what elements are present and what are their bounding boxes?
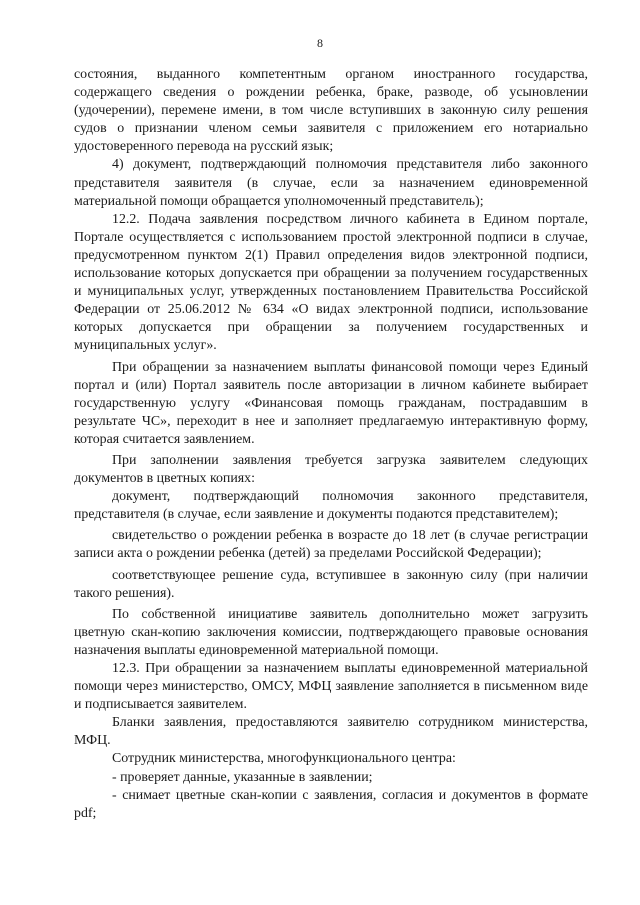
paragraph-duty-check-data: - проверяет данные, указанные в заявлении;	[112, 769, 373, 785]
paragraph-12-3: 12.3. При обращении за назначением выплаты единовременной материальной помощи через министерство, ОМСУ, МФЦ заявление заполняется в письменном виде и подписывается заявителем.	[74, 661, 588, 713]
paragraph-employee-duties: Сотрудник министерства, многофункционального центра:	[112, 751, 456, 767]
document-body	[74, 66, 588, 823]
paragraph-upload-representative: документ, подтверждающий полномочия законного представителя, представителя (в случае, если заявление и документы подаются представителем);	[74, 489, 588, 523]
paragraph-portal-application: При обращении за назначением выплаты финансовой помощи через Единый портал и (или) Портал заявитель после авторизации в личном кабинете выбирает государственную услугу «Финансовая помощь гражданам, пострадавшим в результате ЧС», переходит в нее и заполняет предлагаемую интерактивную форму, которая считается заявлением.	[74, 359, 588, 447]
paragraph-document-continuation: состояния, выданного компетентным органом иностранного государства, содержащего сведения о рождении ребенка, браке, разводе, об усыновлении (удочерении), перемене имени, в том числе вступивших в законную силу решения судов о признании членом семьи заявителя с приложением его нотариально удостоверенного перевода на русский язык;	[74, 67, 588, 155]
paragraph-item-4: 4) документ, подтверждающий полномочия представителя либо законного представителя заявителя (в случае, если за назначением единовременной материальной помощи обращается уполномоченный представитель);	[74, 157, 588, 209]
paragraph-12-2: 12.2. Подача заявления посредством личного кабинета в Едином портале, Портале осуществляется с использованием простой электронной подписи в случае, предусмотренном пунктом 2(1) Правил определения видов электронной подписи, использование которых допускается при обращении за получением государственных и муниципальных услуг, утвержденных постановлением Правительства Российской Федерации от 25.06.2012 № 634 «О видах электронной подписи, использование которых допускается при обращении за получением государственных и муниципальных услуг».	[74, 211, 588, 354]
paragraph-duty-scan-copies: - снимает цветные скан-копии с заявления, согласия и документов в формате pdf;	[74, 787, 588, 821]
paragraph-own-initiative: По собственной инициативе заявитель дополнительно может загрузить цветную скан-копию заключения комиссии, подтверждающего правовые основания назначения выплаты единовременной материальной помощи.	[74, 606, 588, 658]
page-number: 8	[317, 36, 323, 50]
paragraph-upload-court-decision: соответствующее решение суда, вступившее в законную силу (при наличии такого решения).	[74, 567, 588, 601]
paragraph-forms: Бланки заявления, предоставляются заявителю сотрудником министерства, МФЦ.	[74, 715, 588, 749]
paragraph-upload-requirements: При заполнении заявления требуется загрузка заявителем следующих документов в цветных копиях:	[74, 452, 588, 487]
paragraph-upload-birth-certificate: свидетельство о рождении ребенка в возрасте до 18 лет (в случае регистрации записи акта о рождении ребенка (детей) за пределами Российской Федерации);	[74, 528, 588, 562]
